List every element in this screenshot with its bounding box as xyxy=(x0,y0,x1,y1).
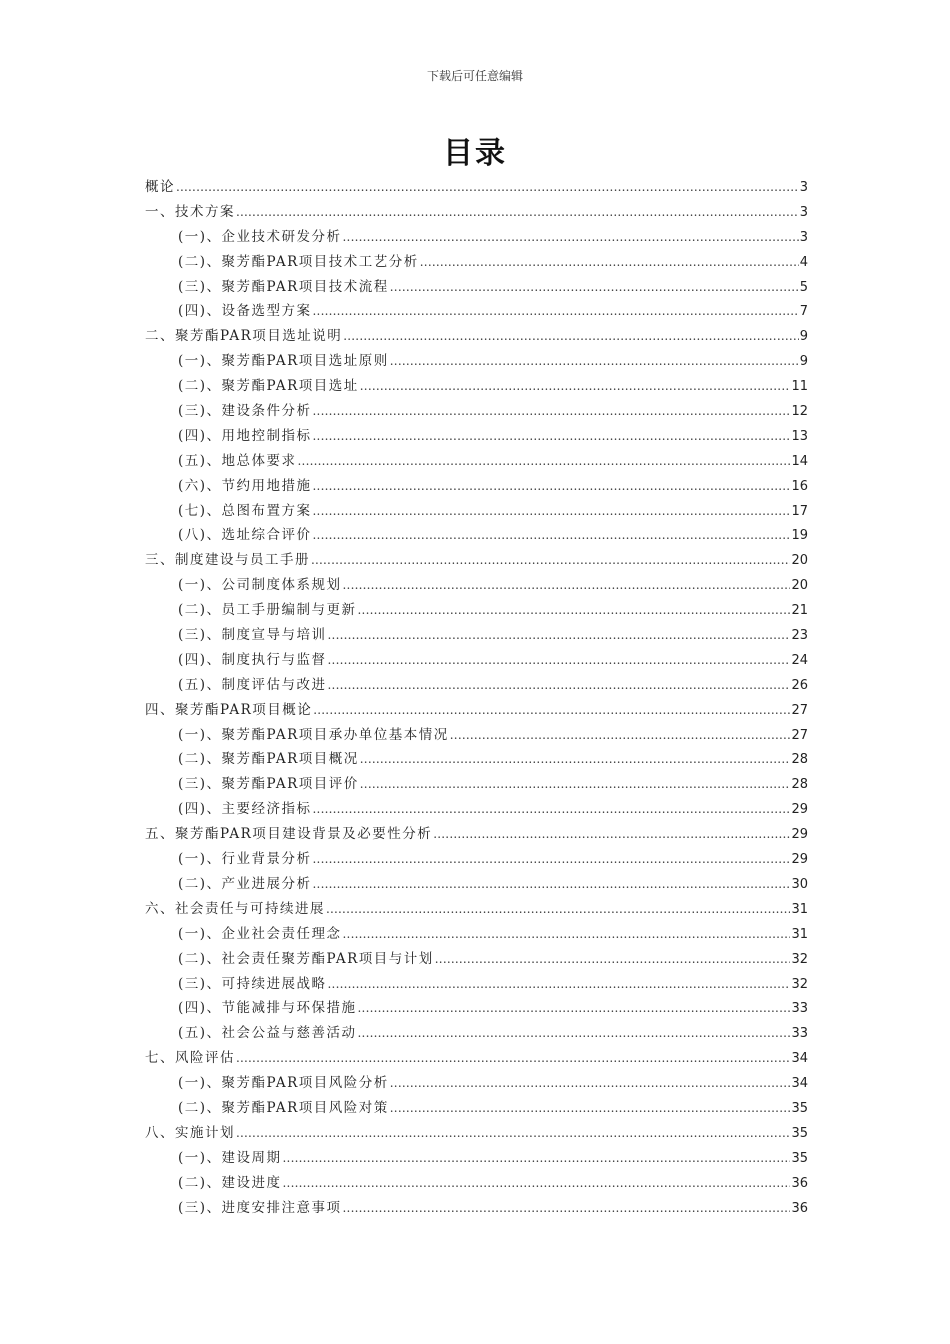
toc-entry-label: (五)、地总体要求 xyxy=(178,452,297,469)
toc-entry-label: 六、社会责任与可持续进展 xyxy=(145,900,325,917)
toc-entry-page: 3 xyxy=(799,180,808,195)
toc-entry-page: 33 xyxy=(791,1026,808,1042)
toc-entry[interactable] xyxy=(145,1171,808,1196)
toc-entry[interactable] xyxy=(145,648,808,673)
toc-entry-page: 34 xyxy=(791,1051,808,1067)
toc-leader-dots xyxy=(328,648,791,673)
toc-leader-dots xyxy=(343,225,799,250)
toc-entry-label: (五)、社会公益与慈善活动 xyxy=(178,1025,357,1042)
toc-leader-dots xyxy=(313,797,791,822)
toc-entry-page: 31 xyxy=(791,901,808,917)
toc-entry[interactable] xyxy=(145,299,808,324)
toc-entry-page: 20 xyxy=(791,578,808,594)
toc-entry[interactable] xyxy=(145,573,808,598)
toc-entry[interactable] xyxy=(145,822,808,847)
toc-entry-label: (一)、行业背景分析 xyxy=(178,851,312,868)
toc-entry-page: 14 xyxy=(791,453,808,469)
toc-entry-label: (一)、聚芳酯PAR项目承办单位基本情况 xyxy=(178,726,449,743)
toc-entry-label: (五)、制度评估与改进 xyxy=(178,676,327,693)
toc-entry-label: (七)、总图布置方案 xyxy=(178,502,312,519)
toc-entry[interactable] xyxy=(145,598,808,623)
toc-entry-page: 35 xyxy=(791,1150,808,1166)
toc-entry-page: 23 xyxy=(791,628,808,644)
toc-leader-dots xyxy=(326,897,790,922)
toc-leader-dots xyxy=(328,673,791,698)
toc-entry-page: 29 xyxy=(791,827,808,843)
toc-leader-dots xyxy=(360,747,791,772)
toc-leader-dots xyxy=(236,200,799,225)
toc-entry-label: (一)、聚芳酯PAR项目风险分析 xyxy=(178,1075,389,1092)
toc-entry-page: 16 xyxy=(791,478,808,494)
toc-entry-page: 27 xyxy=(791,702,808,718)
toc-entry-page: 9 xyxy=(799,329,808,345)
toc-entry-page: 28 xyxy=(791,752,808,768)
toc-entry-page: 17 xyxy=(791,503,808,519)
toc-leader-dots xyxy=(313,698,790,723)
toc-entry-label: (一)、公司制度体系规划 xyxy=(178,577,342,594)
toc-entry-page: 24 xyxy=(791,652,808,668)
toc-entry-label: 七、风险评估 xyxy=(145,1050,235,1067)
toc-entry[interactable] xyxy=(145,772,808,797)
toc-entry-page: 28 xyxy=(791,777,808,793)
toc-leader-dots xyxy=(313,847,791,872)
toc-leader-dots xyxy=(435,947,791,972)
toc-leader-dots xyxy=(176,175,799,200)
toc-leader-dots xyxy=(390,1071,791,1096)
toc-entry-label: (三)、建设条件分析 xyxy=(178,403,312,420)
toc-entry-page: 31 xyxy=(791,926,808,942)
toc-leader-dots xyxy=(358,598,791,623)
toc-entry-page: 7 xyxy=(799,304,808,320)
toc-entry-page: 29 xyxy=(791,802,808,818)
toc-entry[interactable] xyxy=(145,399,808,424)
toc-entry-page: 27 xyxy=(791,727,808,743)
toc-entry[interactable] xyxy=(145,324,808,349)
toc-leader-dots xyxy=(420,250,799,275)
toc-entry-label: (八)、选址综合评价 xyxy=(178,527,312,544)
toc-entry-page: 13 xyxy=(791,428,808,444)
toc-entry[interactable] xyxy=(145,523,808,548)
toc-entry-label: (四)、用地控制指标 xyxy=(178,427,312,444)
toc-leader-dots xyxy=(433,822,790,847)
toc-leader-dots xyxy=(236,1046,790,1071)
toc-leader-dots xyxy=(313,299,799,324)
toc-leader-dots xyxy=(343,1196,791,1221)
toc-entry-label: (一)、企业社会责任理念 xyxy=(178,925,342,942)
toc-entry[interactable] xyxy=(145,449,808,474)
toc-entry[interactable] xyxy=(145,897,808,922)
toc-entry[interactable] xyxy=(145,847,808,872)
toc-entry-page: 36 xyxy=(791,1175,808,1191)
toc-leader-dots xyxy=(390,349,799,374)
toc-entry-label: 八、实施计划 xyxy=(145,1124,235,1141)
toc-leader-dots xyxy=(313,424,791,449)
toc-entry-label: (一)、企业技术研发分析 xyxy=(178,228,342,245)
toc-entry-label: 二、聚芳酯PAR项目选址说明 xyxy=(145,328,343,345)
toc-entry-label: (三)、可持续进展战略 xyxy=(178,975,327,992)
toc-leader-dots xyxy=(343,324,798,349)
toc-entry-label: (三)、制度宣导与培训 xyxy=(178,627,327,644)
toc-entry-page: 26 xyxy=(791,677,808,693)
toc-entry-page: 12 xyxy=(791,404,808,420)
toc-entry[interactable] xyxy=(145,474,808,499)
toc-entry[interactable] xyxy=(145,175,808,200)
toc-entry[interactable] xyxy=(145,872,808,897)
toc-entry[interactable] xyxy=(145,1096,808,1121)
toc-entry[interactable] xyxy=(145,1196,808,1221)
toc-leader-dots xyxy=(313,499,791,524)
toc-entry[interactable] xyxy=(145,1071,808,1096)
toc-leader-dots xyxy=(283,1171,791,1196)
toc-entry[interactable] xyxy=(145,200,808,225)
toc-entry-label: 概论 xyxy=(145,179,175,195)
toc-entry-page: 30 xyxy=(791,876,808,892)
toc-entry-label: (二)、员工手册编制与更新 xyxy=(178,602,357,619)
toc-entry[interactable] xyxy=(145,797,808,822)
toc-entry-label: 四、聚芳酯PAR项目概论 xyxy=(145,701,313,718)
toc-leader-dots xyxy=(328,972,791,997)
toc-entry-page: 36 xyxy=(791,1200,808,1216)
toc-entry-page: 21 xyxy=(791,603,808,619)
toc-entry-label: 三、制度建设与员工手册 xyxy=(145,552,310,569)
toc-entry[interactable] xyxy=(145,1021,808,1046)
toc-entry[interactable] xyxy=(145,548,808,573)
toc-leader-dots xyxy=(390,275,799,300)
toc-entry[interactable] xyxy=(145,972,808,997)
toc-leader-dots xyxy=(360,374,791,399)
toc-entry[interactable] xyxy=(145,947,808,972)
toc-entry[interactable] xyxy=(145,275,808,300)
toc-entry-label: 五、聚芳酯PAR项目建设背景及必要性分析 xyxy=(145,826,433,843)
toc-entry-label: (四)、主要经济指标 xyxy=(178,801,312,818)
toc-entry-label: (一)、聚芳酯PAR项目选址原则 xyxy=(178,353,389,370)
toc-entry-page: 5 xyxy=(799,279,808,295)
toc-leader-dots xyxy=(236,1121,790,1146)
toc-entry-page: 3 xyxy=(799,229,808,245)
toc-entry-label: 一、技术方案 xyxy=(145,203,235,220)
toc-entry-page: 3 xyxy=(799,204,808,220)
toc-leader-dots xyxy=(313,474,791,499)
toc-title: 目录 xyxy=(443,136,507,171)
toc-entry[interactable] xyxy=(145,424,808,449)
toc-entry-label: (三)、进度安排注意事项 xyxy=(178,1199,342,1216)
toc-entry[interactable] xyxy=(145,225,808,250)
toc-entry-label: (六)、节约用地措施 xyxy=(178,477,312,494)
toc-entry[interactable] xyxy=(145,499,808,524)
toc-entry-page: 19 xyxy=(791,528,808,544)
toc-entry-page: 33 xyxy=(791,1001,808,1017)
toc-entry[interactable] xyxy=(145,623,808,648)
toc-entry-label: (二)、聚芳酯PAR项目技术工艺分析 xyxy=(178,253,419,270)
toc-entry-label: (二)、社会责任聚芳酯PAR项目与计划 xyxy=(178,950,434,967)
toc-entry-page: 35 xyxy=(791,1125,808,1141)
toc-leader-dots xyxy=(343,573,791,598)
toc-entry-page: 29 xyxy=(791,852,808,868)
toc-leader-dots xyxy=(313,399,791,424)
toc-entry-page: 32 xyxy=(791,951,808,967)
toc-entry-page: 4 xyxy=(799,254,808,270)
toc-entry[interactable] xyxy=(145,1046,808,1071)
toc-entry[interactable] xyxy=(145,698,808,723)
toc-entry[interactable] xyxy=(145,349,808,374)
toc-entry[interactable] xyxy=(145,374,808,399)
toc-entry-page: 32 xyxy=(791,976,808,992)
toc-entry-label: (二)、聚芳酯PAR项目选址 xyxy=(178,378,359,395)
toc-entry-label: (二)、聚芳酯PAR项目风险对策 xyxy=(178,1099,389,1116)
page-header-note: 下载后可任意编辑 xyxy=(426,69,523,83)
toc-entry[interactable] xyxy=(145,1146,808,1171)
toc-entry[interactable] xyxy=(145,250,808,275)
toc-entry-page: 11 xyxy=(791,379,808,395)
toc-leader-dots xyxy=(358,1021,791,1046)
toc-leader-dots xyxy=(360,772,791,797)
toc-leader-dots xyxy=(313,872,791,897)
toc-entry-label: (一)、建设周期 xyxy=(178,1149,282,1166)
toc-entry[interactable] xyxy=(145,747,808,772)
toc-leader-dots xyxy=(343,922,791,947)
toc-entry-label: (三)、聚芳酯PAR项目技术流程 xyxy=(178,278,389,295)
toc-leader-dots xyxy=(328,623,791,648)
toc-entry-page: 20 xyxy=(791,553,808,569)
toc-entry-page: 9 xyxy=(799,354,808,370)
toc-leader-dots xyxy=(390,1096,791,1121)
toc-entry-label: (二)、聚芳酯PAR项目概况 xyxy=(178,751,359,768)
toc-entry-label: (四)、设备选型方案 xyxy=(178,303,312,320)
toc-entry[interactable] xyxy=(145,996,808,1021)
toc-leader-dots xyxy=(283,1146,791,1171)
toc-entry-label: (二)、建设进度 xyxy=(178,1174,282,1191)
toc-leader-dots xyxy=(358,996,791,1021)
toc-leader-dots xyxy=(450,723,791,748)
table-of-contents xyxy=(145,175,808,1220)
toc-entry[interactable] xyxy=(145,723,808,748)
toc-entry-label: (四)、节能减排与环保措施 xyxy=(178,1000,357,1017)
toc-entry[interactable] xyxy=(145,922,808,947)
toc-leader-dots xyxy=(313,523,791,548)
toc-entry-page: 34 xyxy=(791,1076,808,1092)
toc-leader-dots xyxy=(298,449,791,474)
toc-entry-label: (四)、制度执行与监督 xyxy=(178,651,327,668)
toc-leader-dots xyxy=(311,548,790,573)
toc-entry-label: (三)、聚芳酯PAR项目评价 xyxy=(178,776,359,793)
toc-entry[interactable] xyxy=(145,673,808,698)
toc-entry-label: (二)、产业进展分析 xyxy=(178,875,312,892)
toc-entry[interactable] xyxy=(145,1121,808,1146)
toc-entry-page: 35 xyxy=(791,1100,808,1116)
